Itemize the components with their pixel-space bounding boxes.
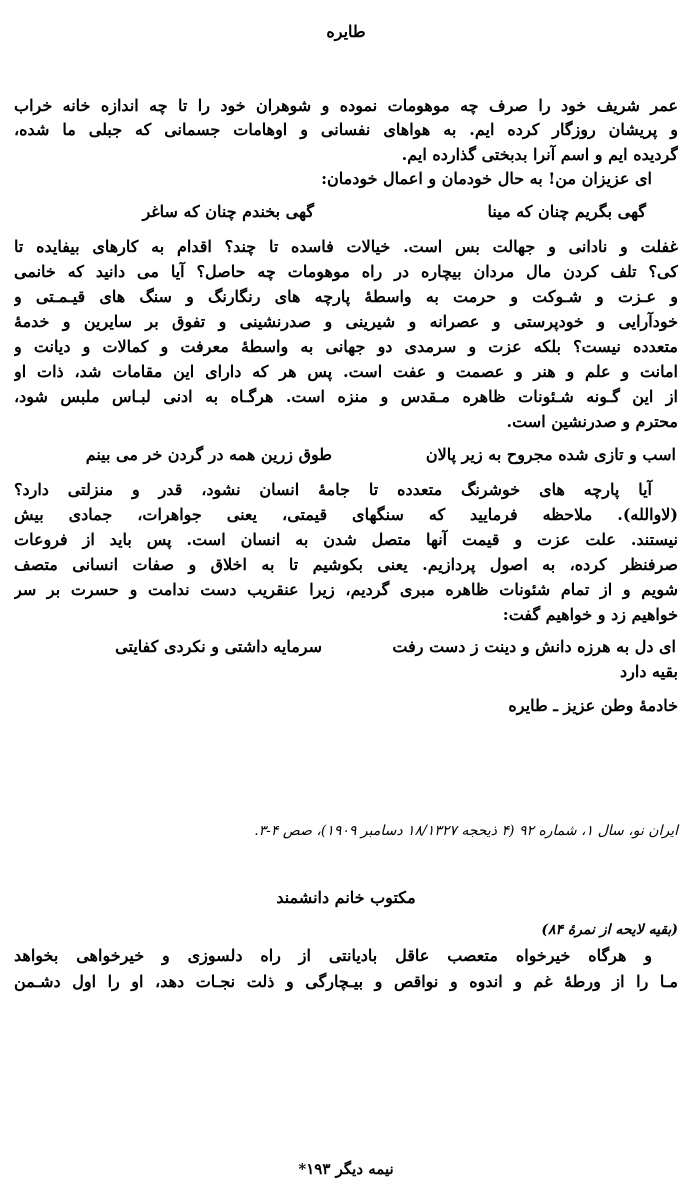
text-line: محترم و صدرنشین است. — [506, 412, 678, 431]
text-line: مـا را از ورطهٔ غم و اندوه و نواقص و بیـچارگی و ذلت نجـات دهد، او را اول دشـمن — [14, 972, 678, 991]
verse-hemistich-right: گهی بگریم چنان که مینا — [487, 202, 646, 221]
verse-hemistich-right: اسب و تازی شده مجروح به زیر پالان — [425, 445, 676, 464]
text-line: (لاوالله). ملاحظه فرمایید که سنگهای قیمتی، یعنی جواهرات، جمادی بیش — [14, 505, 678, 524]
text-line: متعدده نیست؟ بلکه عزت و سرمدی دو جهانی به واسطهٔ معرفت و کمالات و دیانت و — [14, 337, 678, 356]
text-line: امانت و علم و هنر و عصمت و عفت است. پس هر که دارای این مقامات شد، ذات او — [14, 362, 678, 381]
text-line: آیا پارچه های خوشرنگ متعدده تا جامهٔ انسان نشود، قدر و منزلتی دارد؟ — [14, 480, 652, 499]
running-title: طایره — [326, 22, 366, 41]
section-note: (بقیه لایحه از نمرهٔ ۸۴) — [541, 922, 678, 938]
section-title: مکتوب خانم دانشمند — [276, 888, 416, 907]
text-line: از این گـونه شـئونات ظاهره مـقدس و منزه است. هرگـاه به ادنی لبـاس ملبس شود، — [14, 387, 678, 406]
text-line: کی؟ تلف کردن مال مردان بیچاره در راه موهومات چه حاصل؟ آیا می دانید که خانمی — [14, 262, 678, 281]
text-line: و هرگاه خیرخواه متعصب عاقل بادیانتی از راه دلسوزی و خیرخواهی بخواهد — [14, 946, 653, 965]
text-line: نیستند. علت عزت و قیمت آنها متصل شدن به انسان است. پس باید از فروعات — [14, 530, 678, 549]
verse-hemistich-left: گهی بخندم چنان که ساغر — [142, 202, 314, 221]
text-line: خودآرایی و خودپرستی و عصرانه و شیرینی و صدرنشینی و تفوق بر سایرین و خدمهٔ — [14, 312, 678, 331]
text-line: و عـزت و شـوکت و حرمت به واسطهٔ پارچه های رنگارنگ و سنگ های قیـمـتی و — [14, 287, 678, 306]
signature: خادمهٔ وطن عزیز ـ طایره — [508, 696, 678, 715]
continued-note: بقیه دارد — [620, 662, 678, 681]
text-line: و پریشان روزگار کرده ایم. به هواهای نفسانی و اوهامات جسمانی که جبلی ما شده، — [14, 120, 678, 139]
source-citation: ایران نو، سال ۱، شماره ۹۲ (۴ ذیحجه ۱۸/۱۳۲۷ دسامبر ۱۹۰۹)، صص ۴-۳. — [254, 823, 678, 839]
page-footer: نیمه دیگر ۱۹۳* — [298, 1160, 394, 1178]
text-line: شویم و از تمام شئونات ظاهره مبری گردیم، زیرا عنقریب دست ندامت و حسرت بر سر — [14, 580, 678, 599]
text-line: خواهیم زد و خواهیم گفت: — [502, 605, 678, 624]
verse-hemistich-left: سرمایه داشتی و نکردی کفایتی — [115, 637, 322, 656]
text-line: صرفنظر کرده، به اصول پردازیم. یعنی بکوشیم تا به اخلاق و صفات انسانی متصف — [14, 555, 678, 574]
verse-hemistich-left: طوق زرین همه در گردن خر می بینم — [85, 445, 332, 464]
text-line: عمر شریف خود را صرف چه موهومات نموده و شوهران خود را تا چه اندازه خانه خراب — [14, 96, 678, 115]
exclamation-line: ای عزیزان من! به حال خودمان و اعمال خودمان: — [321, 169, 652, 188]
verse-hemistich-right: ای دل به هرزه دانش و دینت ز دست رفت — [392, 637, 676, 656]
text-line: گردیده ایم و اسم آنرا بدبختی گذارده ایم. — [401, 145, 678, 164]
text-line: غفلت و نادانی و جهالت بس است. خیالات فاسده تا چند؟ اقدام به کارهای بیفایده تا — [14, 237, 678, 256]
